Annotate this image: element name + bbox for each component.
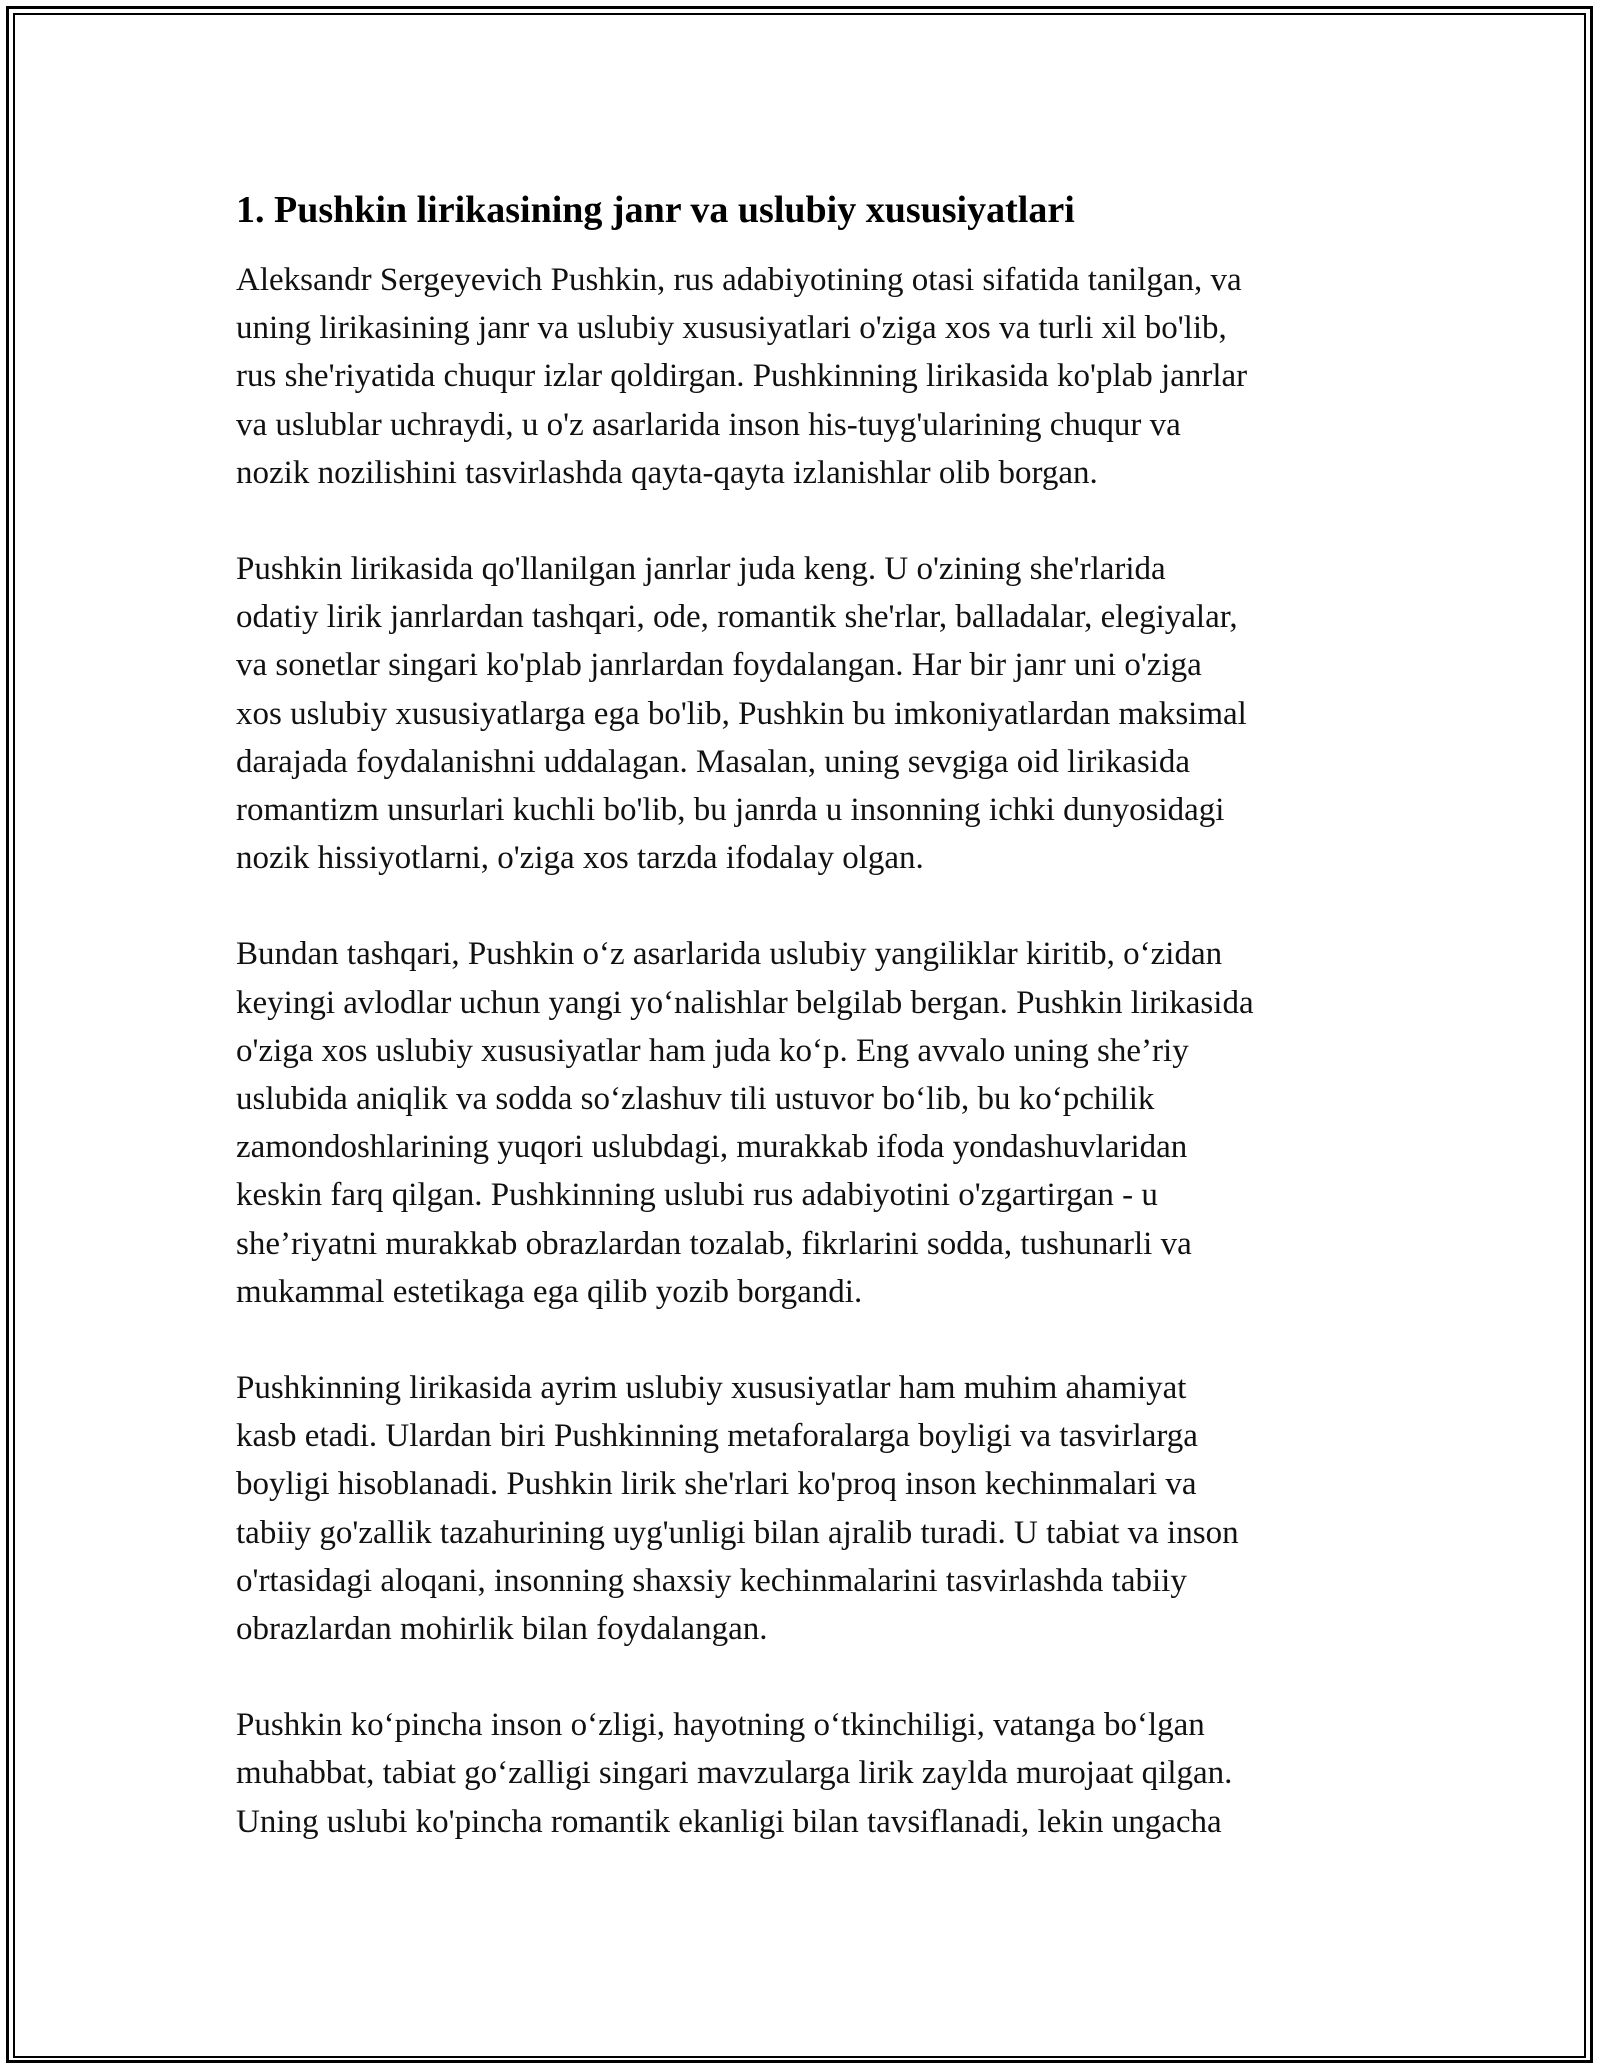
section-title: 1. Pushkin lirikasining janr va uslubiy xususiyatlari [236, 189, 1075, 231]
paragraph-1: Aleksandr Sergeyevich Pushkin, rus adabiyotining otasi sifatida tanilgan, va uning lirikasining janr va uslubiy xususiyatlari o'ziga xos va turli xil bo'lib, rus she'riyatida chuqur izlar qoldirgan. Pushkinning lirikasida ko'plab janrlar va uslublar uchraydi, u o'z asarlarida inson his-tuyg'ularining chuqur va nozik nozilishini tasvirlashda qayta-qayta izlanishlar olib borgan. [236, 262, 1248, 491]
paragraph-3: Bundan tashqari, Pushkin o‘z asarlarida uslubiy yangiliklar kiritib, o‘zidan keyingi avlodlar uchun yangi yo‘nalishlar belgilab bergan. Pushkin lirikasida o'ziga xos uslubiy xususiyatlar ham juda ko‘p. Eng avvalo uning she’riy uslubida aniqlik va sodda so‘zlashuv tili ustuvor bo‘lib, bu ko‘pchilik zamondoshlarining yuqori uslubdagi, murakkab ifoda yondashuvlaridan keskin farq qilgan. Pushkinning uslubi rus adabiyotini o'zgartirgan - u she’riyatni murakkab obrazlardan tozalab, fikrlarini sodda, tushunarli va mukammal estetikaga ega qilib yozib borgandi. [236, 936, 1254, 1310]
paragraph-2: Pushkin lirikasida qo'llanilgan janrlar juda keng. U o'zining she'rlarida odatiy lirik janrlardan tashqari, ode, romantik she'rlar, balladalar, elegiyalar, va sonetlar singari ko'plab janrlardan foydalangan. Har bir janr uni o'ziga xos uslubiy xususiyatlarga ega bo'lib, Pushkin bu imkoniyatlardan maksimal darajada foydalanishni uddalagan. Masalan, uning sevgiga oid lirikasida romantizm unsurlari kuchli bo'lib, bu janrda u insonning ichki dunyosidagi nozik hissiyotlarni, o'ziga xos tarzda ifodalay olgan. [236, 551, 1247, 877]
paragraph-5: Pushkin ko‘pincha inson o‘zligi, hayotning o‘tkinchiligi, vatanga bo‘lgan muhabbat, tabiat go‘zalligi singari mavzularga lirik zaylda murojaat qilgan. Uning uslubi ko'pincha romantik ekanligi bilan tavsiflanadi, lekin ungacha [236, 1707, 1233, 1840]
document-body [236, 186, 1376, 1894]
paragraph-4: Pushkinning lirikasida ayrim uslubiy xususiyatlar ham muhim ahamiyat kasb etadi. Ulardan biri Pushkinning metaforalarga boyligi va tasvirlarga boyligi hisoblanadi. Pushkin lirik she'rlari ko'proq inson kechinmalari va tabiiy go'zallik tazahurining uyg'unligi bilan ajralib turadi. U tabiat va inson o'rtasidagi aloqani, insonning shaxsiy kechinmalarini tasvirlashda tabiiy obrazlardan mohirlik bilan foydalangan. [236, 1370, 1239, 1648]
